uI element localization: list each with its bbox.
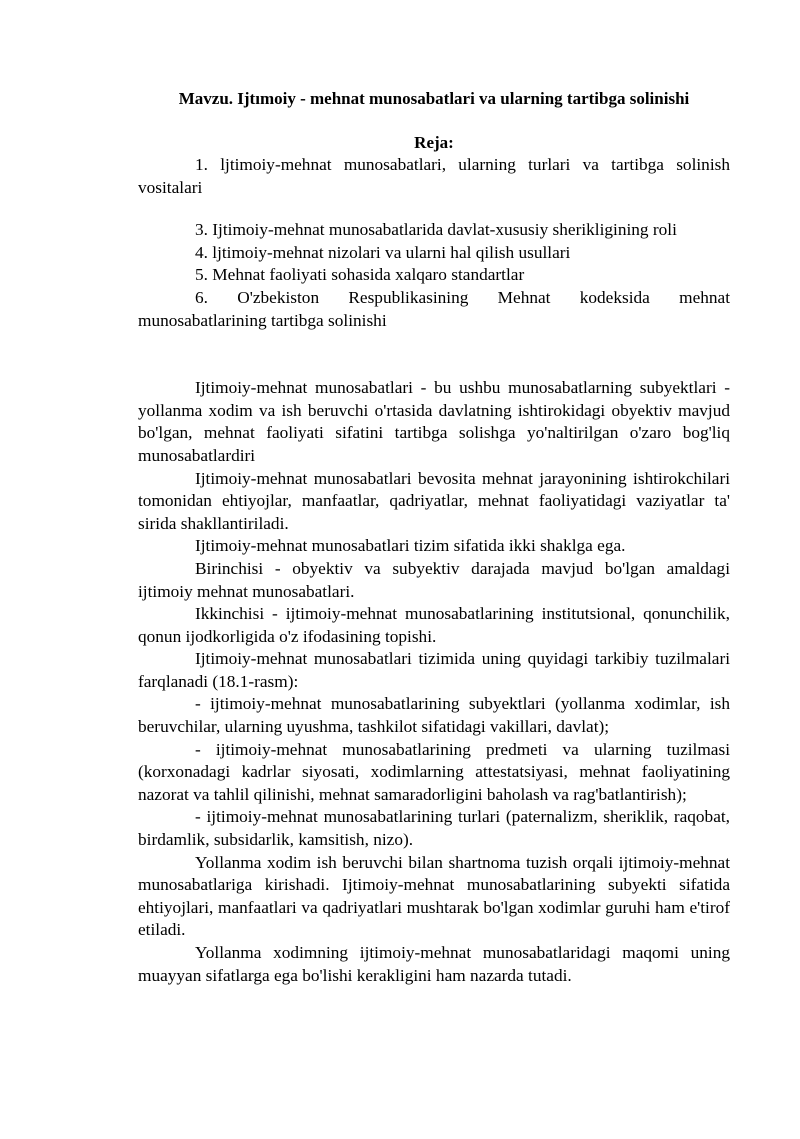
body-paragraph: Ijtimoiy-mehnat munosabatlari - bu ushbu munosabatlarning subyektlari - yollanma xodim va ish beruvchi o'rtasida davlatning ishtirokidagi obyektiv mavjud bo'lgan, mehnat faoliyati sifatini tartibga solishga yo'naltirilgan o'zaro bog'liq munosabatlardiri — [138, 378, 730, 465]
body-paragraph: Yollanma xodimning ijtimoiy-mehnat munosabatlaridagi maqomi uning muayyan sifatlarga ega bo'lishi kerakligini ham nazarda tutadi. — [138, 943, 730, 985]
plan-item: 3. Ijtimoiy-mehnat munosabatlarida davlat-xususiy sherikligining roli — [195, 220, 677, 240]
body-paragraph: - ijtimoiy-mehnat munosabatlarining subyektlari (yollanma xodimlar, ish beruvchilar, ularning uyushma, tashkilot sifatidagi vakillari, davlat); — [138, 694, 730, 737]
body-paragraph: Ijtimoiy-mehnat munosabatlari bevosita mehnat jarayonining ishtirokchilari tomonidan ehtiyojlar, manfaatlar, qadriyatlar, mehnat faoliyatidagi vaziyatlar ta' sirida shakllantiriladi. — [138, 468, 730, 533]
plan-item: 5. Mehnat faoliyati sohasida xalqaro standartlar — [195, 265, 525, 285]
body-paragraph: Ijtimoiy-mehnat munosabatlari tizim sifatida ikki shaklga ega. — [195, 536, 626, 556]
plan-heading: Reja: — [414, 133, 454, 152]
body-paragraph: Birinchisi - obyektiv va subyektiv darajada mavjud bo'lgan amaldagi ijtimoiy mehnat munosabatlari. — [138, 558, 730, 601]
body-paragraph: - ijtimoiy-mehnat munosabatlarining predmeti va ularning tuzilmasi (korxonadagi kadrlar siyosati, xodimlarning attestatsiyasi, mehnat faoliyatining nazorat va tahlil qilinishi, mehnat samaradorligini baholash va rag'batlantirish); — [138, 739, 730, 804]
spacer — [138, 199, 730, 219]
body-paragraph: Ijtimoiy-mehnat munosabatlari tizimida uning quyidagi tarkibiy tuzilmalari farqlanadi (18.1-rasm): — [138, 649, 730, 691]
spacer — [138, 332, 730, 377]
plan-item: 1. ljtimoiy-mehnat munosabatlari, ularning turlari va tartibga solinish vositalari — [138, 155, 730, 197]
plan-item: 6. O'zbekiston Respublikasining Mehnat kodeksida mehnat munosabatlarining tartibga solinishi — [138, 287, 730, 330]
plan-item: 4. ljtimoiy-mehnat nizolari va ularni hal qilish usullari — [195, 242, 571, 262]
document-title: Mavzu. Ijtımoiy - mehnat munosabatlari va ularning tartibga solinishi — [178, 89, 690, 108]
body-paragraph: - ijtimoiy-mehnat munosabatlarining turlari (paternalizm, sheriklik, raqobat, birdamlik, subsidarlik, kamsitish, nizo). — [138, 807, 730, 850]
body-paragraph: Yollanma xodim ish beruvchi bilan shartnoma tuzish orqali ijtimoiy-mehnat munosabatlariga kirishadi. Ijtimoiy-mehnat munosabatlarining subyekti sifatida ehtiyojlari, manfaatlari va qadriyatlari mushtarak bo'lgan xodimlar guruhi ham e'tirof etiladi. — [138, 852, 730, 940]
body-paragraph: Ikkinchisi - ijtimoiy-mehnat munosabatlarining institutsional, qonunchilik, qonun ijodkorligida o'z ifodasining topishi. — [138, 604, 730, 646]
